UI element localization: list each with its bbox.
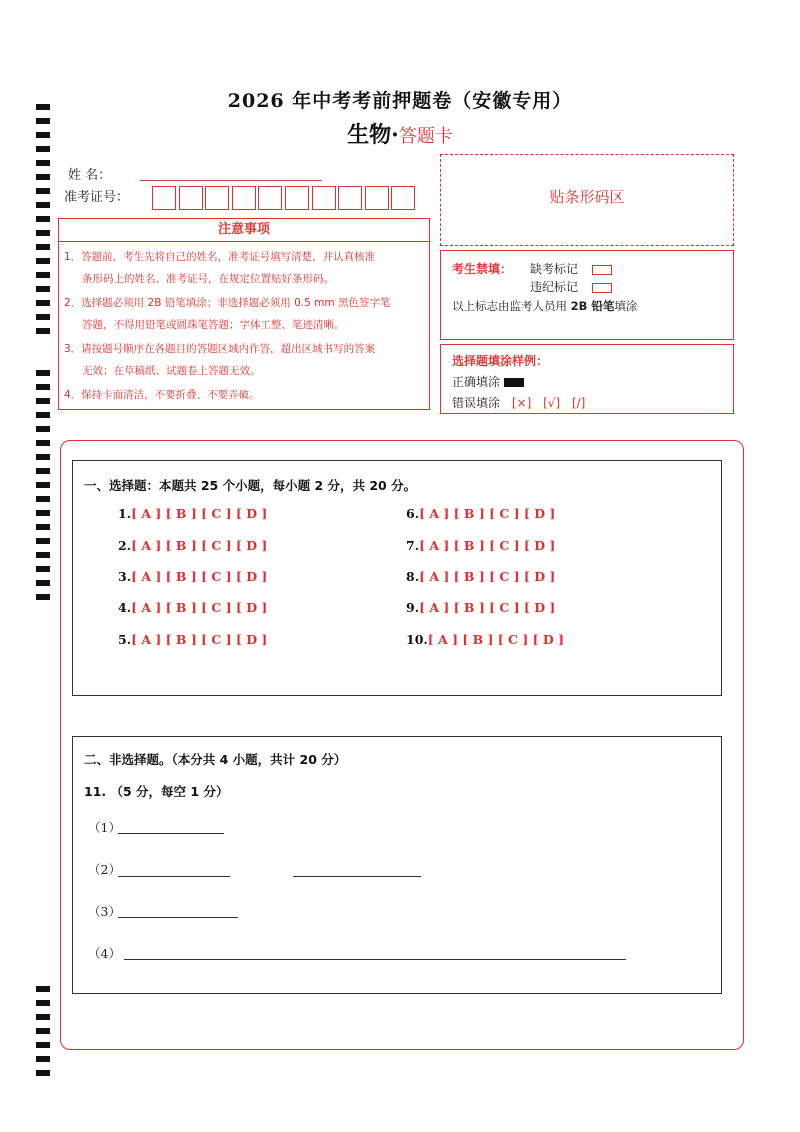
question-options[interactable]: [ A ] [ B ] [ C ] [ D ] [131,569,268,584]
exam-id-cell[interactable] [232,186,256,210]
exam-id-cell[interactable] [179,186,203,210]
answer-blank-3[interactable] [118,917,238,918]
timing-mark [36,258,50,264]
blank-label-4: （4） [88,946,121,961]
wrong-fill-label: 错误填涂 [452,396,501,410]
question-options[interactable]: [ A ] [ B ] [ C ] [ D ] [131,600,268,615]
notice-item: 4．保持卡面清洁，不要折叠、不要弄破。 [64,389,260,401]
timing-mark [36,538,50,544]
forbidden-note-pencil: 2B 铅笔 [570,299,615,313]
question-number: 2. [118,538,132,553]
notice-heading: 注意事项 [217,222,270,237]
card-type: 答题卡 [398,126,453,147]
timing-mark [36,594,50,600]
timing-mark [36,566,50,572]
timing-mark [36,440,50,446]
question-number: 7. [406,538,420,553]
notice-item: 1．答题前，考生先将自己的姓名，准考证号填写清楚，并认真核准 [64,251,376,263]
timing-mark [36,468,50,474]
timing-mark [36,1042,50,1048]
question-10[interactable] [406,632,564,647]
blank-label-2: （2） [88,862,121,877]
timing-mark [36,370,50,376]
timing-mark [36,986,50,992]
question-options[interactable]: [ A ] [ B ] [ C ] [ D ] [419,506,556,521]
answer-blank-2a[interactable] [118,876,230,877]
timing-mark [36,286,50,292]
question-6[interactable] [406,506,555,521]
exam-id-cell[interactable] [285,186,309,210]
forbidden-label: 考生禁填： [452,262,513,276]
exam-id-label: 准考证号： [64,190,130,205]
forbidden-note-prefix: 以上标志由监考人员用 [452,299,567,313]
timing-mark [36,454,50,460]
answer-blank-2b[interactable] [293,876,421,877]
timing-mark [36,1028,50,1034]
notice-item: 无效；在草稿纸、试题卷上答题无效。 [82,365,261,377]
correct-fill-sample [504,378,524,387]
timing-mark [36,1070,50,1076]
timing-mark [36,482,50,488]
subject-dot: · [391,122,399,148]
section2-title: 二、非选择题。（本分共 4 小题，共计 20 分） [84,752,347,767]
timing-mark [36,202,50,208]
exam-id-cell[interactable] [152,186,176,210]
exam-id-cell[interactable] [258,186,282,210]
correct-fill-label: 正确填涂 [452,375,501,389]
violation-mark-row [530,278,612,295]
question-options[interactable]: [ A ] [ B ] [ C ] [ D ] [131,632,268,647]
absent-mark-row [530,260,612,277]
exam-id-cell[interactable] [338,186,362,210]
section2-box [72,736,722,994]
timing-mark [36,580,50,586]
question-options[interactable]: [ A ] [ B ] [ C ] [ D ] [419,569,556,584]
notice-item: 答题，不得用铅笔或圆珠笔答题；字体工整、笔迹清晰。 [82,319,345,331]
timing-mark [36,398,50,404]
absent-mark-label: 缺考标记 [530,262,579,276]
violation-mark-label: 违纪标记 [530,280,579,294]
timing-mark [36,384,50,390]
question-number: 6. [406,506,420,521]
absent-mark-box[interactable] [592,265,612,275]
timing-mark [36,510,50,516]
timing-mark [36,1056,50,1062]
timing-mark [36,272,50,278]
question-options[interactable]: [ A ] [ B ] [ C ] [ D ] [419,600,556,615]
name-label: 姓 名： [68,168,112,183]
exam-id-cell[interactable] [365,186,389,210]
answer-blank-1[interactable] [118,833,224,834]
timing-mark [36,314,50,320]
timing-mark [36,230,50,236]
name-field[interactable] [140,180,322,181]
exam-id-cell[interactable] [312,186,336,210]
wrong-mark-check: [√] [543,396,561,410]
blank-label-3: （3） [88,904,121,919]
timing-mark [36,328,50,334]
exam-id-cell[interactable] [205,186,229,210]
timing-mark [36,216,50,222]
question-11-title: 11. （5 分，每空 1 分） [84,784,229,799]
timing-mark [36,1014,50,1020]
timing-mark [36,1000,50,1006]
question-8[interactable] [406,569,555,584]
forbidden-note-suffix: 填涂 [614,299,638,313]
violation-mark-box[interactable] [592,283,612,293]
question-number: 3. [118,569,132,584]
blank-label-1: （1） [88,820,121,835]
timing-mark [36,244,50,250]
exam-id-cell[interactable] [391,186,415,210]
subject-title [0,118,800,149]
subject-name: 生物 [347,122,392,148]
question-number: 4. [118,600,132,615]
question-9[interactable] [406,600,555,615]
timing-mark [36,188,50,194]
question-options[interactable]: [ A ] [ B ] [ C ] [ D ] [131,538,268,553]
timing-mark [36,426,50,432]
question-1[interactable] [118,506,267,521]
question-options[interactable]: [ A ] [ B ] [ C ] [ D ] [419,538,556,553]
question-number: 8. [406,569,420,584]
exam-id-cells [152,186,418,210]
timing-mark [36,412,50,418]
question-3[interactable] [118,569,267,584]
page-title: 2026 年中考考前押题卷（安徽专用） [227,90,573,112]
answer-blank-4[interactable] [124,959,626,960]
timing-mark [36,496,50,502]
notice-item: 3．请按题号顺序在各题目的答题区域内作答，超出区域书写的答案 [64,343,376,355]
question-2[interactable] [118,538,267,553]
timing-mark [36,160,50,166]
correct-fill-row [452,373,524,390]
barcode-label: 贴条形码区 [549,188,625,206]
question-4[interactable] [118,600,267,615]
question-number: 5. [118,632,132,647]
notice-item: 2．选择题必须用 2B 铅笔填涂；非选择题必须用 0.5 mm 黑色签字笔 [64,297,391,309]
sample-heading: 选择题填涂样例： [452,354,549,368]
timing-mark [36,524,50,530]
section1-title: 一、选择题：本题共 25 个小题，每小题 2 分，共 20 分。 [84,478,417,493]
question-number: 10. [406,632,428,647]
question-5[interactable] [118,632,267,647]
wrong-mark-slash: [/] [571,396,586,410]
question-options[interactable]: [ A ] [ B ] [ C ] [ D ] [427,632,564,647]
forbidden-note [452,298,637,314]
timing-mark [36,552,50,558]
wrong-fill-row [452,394,585,411]
timing-mark [36,300,50,306]
question-7[interactable] [406,538,555,553]
question-options[interactable]: [ A ] [ B ] [ C ] [ D ] [131,506,268,521]
wrong-mark-x: [×] [511,396,532,410]
notice-item: 条形码上的姓名、准考证号，在规定位置贴好条形码。 [82,273,334,285]
question-number: 1. [118,506,132,521]
timing-mark [36,174,50,180]
question-number: 9. [406,600,420,615]
